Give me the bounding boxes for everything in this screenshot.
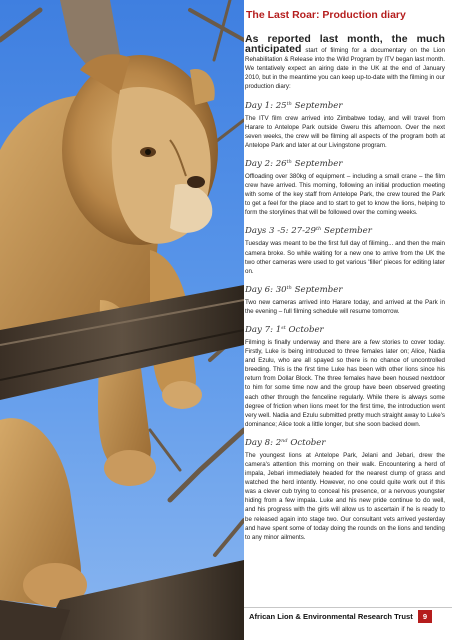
entry-ordinal: nd [281,437,288,444]
lead-emphasis: As reported last month, the much anticipated [245,33,445,56]
entry-month: September [291,158,343,169]
page-number-badge: 9 [418,610,432,623]
entry-month: September [321,226,372,237]
entry-body: Offloading over 380kg of equipment – including a small crane – the film crew have arrived. This morning, following an initial production meeting with some of the key staff from Antelope Park, the crew toured the Park to get a feel for the place and to start to get to know the lions, helping to form the storylines that will be followed over the coming weeks. [245,172,445,217]
entry-ordinal: th [286,100,292,107]
diary-entry-day-7 [245,323,445,429]
entry-day: Days 3 -5: 27-29 [245,226,316,237]
footer-organization: African Lion & Environmental Research Trust [249,612,413,621]
entry-body: The ITV film crew arrived into Zimbabwe today, and will travel from Harare to Antelope Park outside Gweru this afternoon. Over the next seven weeks, the crew will be filming all aspects of the program both at Antelope Park and later at our Livingstone program. [245,114,445,149]
entry-day: Day 1: 25 [245,100,287,111]
entry-day: Day 2: 26 [245,158,287,169]
diary-entry-days-3-5 [245,224,445,275]
entry-body: Two new cameras arrived into Harare today, and arrived at the Park in the evening – full filming schedule will resume tomorrow. [245,298,445,315]
entry-body: Filming is finally underway and there are a few stories to cover today. Firstly, Luke is being introduced to three females later on; Alice, Nadia and Ezulu, who are all spayed so there is no chance of uncontrolled breeding. This is the first time Luke has been with other lions since his return from Dollar Block. The three females have been housed nextdoor to him for some time now and the group have been observed greeting each other through the fenceline regularly. While there is always some degree of friction when lions meet for the first time, the introduction went very well. Nadia and Ezulu submitted pretty much straight away to Luke's dominance; Alice took a little longer, but she soon backed down. [245,338,445,428]
entry-ordinal: th [286,158,292,165]
entry-ordinal: th [286,284,292,291]
article-title: The Last Roar: Production diary [246,9,406,21]
entry-body: The youngest lions at Antelope Park, Jelani and Jebari, drew the camera's attention this morning on their walk. Encountering a herd of impala, Jebari immediately headed for the nearest clump of grass and watched the herd intently. However, no one could quite work out if this was a clever cub trying to conceal his presence, or a nervous youngster hiding from a few impala. Luke and his new pride continue to do well, and his progress with the girls will allow us to ascertain if he is ready to be released again into stage two. Our consultant vets arrived yesterday and have spent some of today doing the rounds on the lions and tending to any minor ailments. [245,451,445,541]
entry-heading [245,436,445,449]
entry-day: Day 6: 30 [245,284,287,295]
lead-text: start of filming for a documentary on the Lion Rehabilitation & Release into the Wild Program by ITV began last month. We tentatively expect an airing date in the UK at the end of January 2010, but in the meantime you can keep up-to-date with the filming in our production diary: [245,47,445,91]
lead-paragraph [245,35,445,92]
entry-ordinal: th [315,226,322,233]
diary-entry-day-1 [245,99,445,150]
entry-month: October [287,437,326,448]
diary-entry-day-8 [245,436,445,542]
entry-heading [245,157,445,170]
footer-divider [244,607,452,608]
entry-ordinal: st [281,324,286,331]
entry-month: September [291,100,343,111]
diary-entry-day-2 [245,157,445,217]
article-column [245,0,445,640]
entry-day: Day 7: 1 [245,324,282,335]
entry-month: October [285,324,324,335]
diary-entry-day-6 [245,283,445,316]
entry-heading [245,283,445,296]
entry-body: Tuesday was meant to be the first full day of filiming... and then the main camera broke. So while waiting for a new one to arrive from the UK the two other cameras were used to get various 'filler' pieces for editing later on. [245,240,445,275]
entry-heading [245,99,445,112]
entry-month: September [291,284,343,295]
entry-heading [245,224,445,237]
entry-day: Day 8: 2 [245,437,282,448]
entry-heading [245,323,445,336]
